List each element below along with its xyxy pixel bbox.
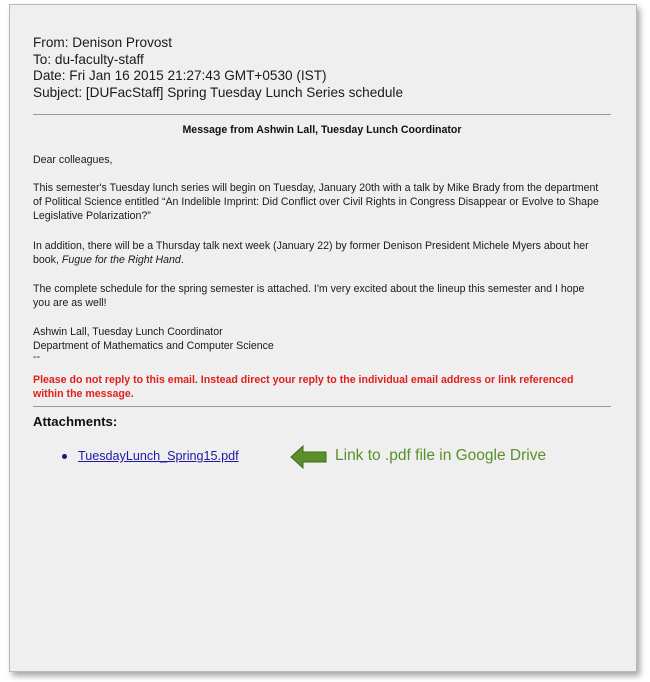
attachment-pdf-link[interactable]: TuesdayLunch_Spring15.pdf [78,449,239,463]
no-reply-warning [33,373,603,401]
paragraph-2 [33,239,607,267]
paragraph-3-text: The complete schedule for the spring semester is attached. I'm very excited about the lineup this semester and I hope you are as well! [33,283,585,309]
paragraph-1 [33,181,607,223]
attachments-divider [33,406,611,407]
attachment-item [62,449,239,463]
subject-line: Subject: [DUFacStaff] Spring Tuesday Lunch Series schedule [33,84,404,100]
signature [33,325,623,362]
book-title: Fugue for the Right Hand [61,254,181,266]
signature-department: Department of Mathematics and Computer Science [33,340,274,352]
paragraph-1-text: This semester's Tuesday lunch series will begin on Tuesday, January 20th with a talk by Mike Brady from the department of Political Science entitled “An Indelible Imprint: Did Conflict over Civil Rights in Congress Disappear or Evolve to Shape Legislative Polarization?” [33,182,599,222]
greeting [33,153,623,167]
to-line: To: du-faculty-staff [33,51,144,67]
signature-name: Ashwin Lall, Tuesday Lunch Coordinator [33,326,223,338]
bullet-icon [62,454,67,459]
paragraph-2-text [33,239,607,267]
email-header [33,35,403,101]
header-divider [33,114,611,115]
greeting-text: Dear colleagues, [33,154,113,166]
from-line: From: Denison Provost [33,35,173,50]
attachments-label: Attachments: [33,414,118,429]
message-title: Message from Ashwin Lall, Tuesday Lunch Coordinator [182,124,462,136]
paragraph-2-prefix: In addition, there will be a Thursday talk next week (January 22) by former Denison President Michele Myers about her book, [33,240,589,266]
paragraph-3 [33,282,593,310]
signature-dash: -- [33,351,41,363]
paragraph-2-suffix: . [180,254,184,266]
no-reply-warning-text: Please do not reply to this email. Instead direct your reply to the individual email address or link referenced within the message. [33,374,574,400]
left-arrow-icon [290,445,328,469]
date-line: Date: Fri Jan 16 2015 21:27:43 GMT+0530 (IST) [33,68,327,84]
google-drive-annotation: Link to .pdf file in Google Drive [335,447,547,464]
